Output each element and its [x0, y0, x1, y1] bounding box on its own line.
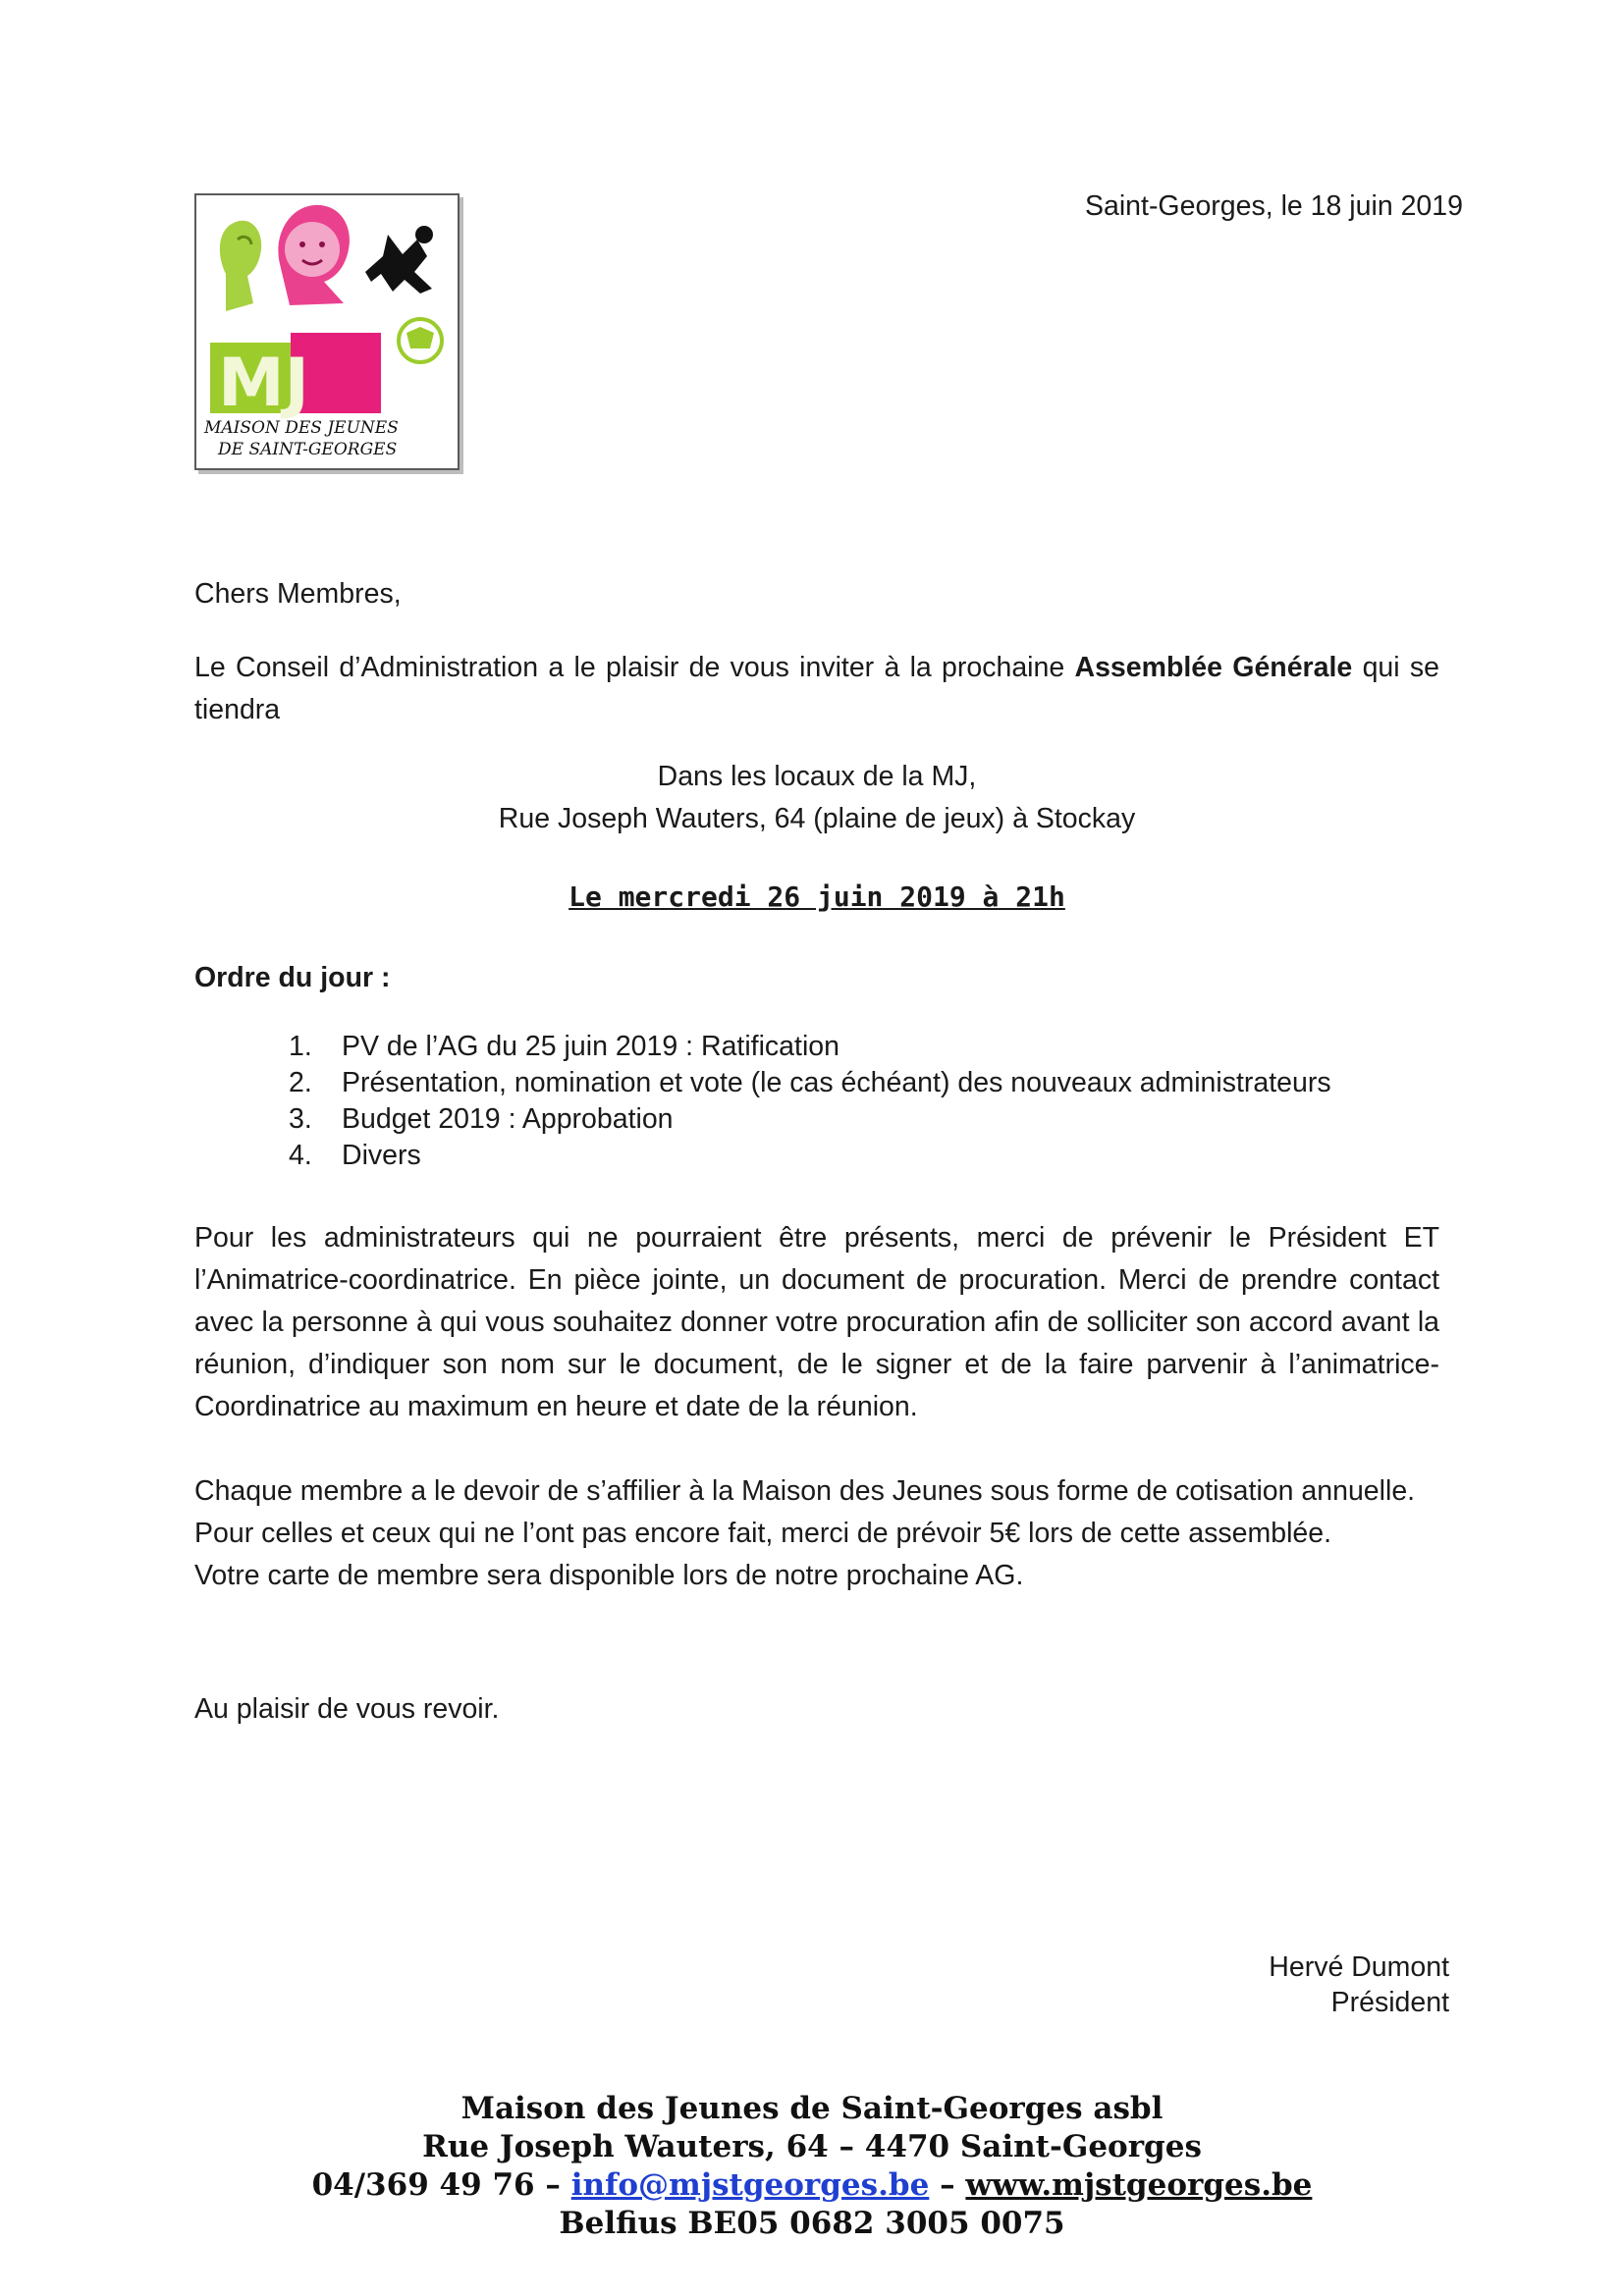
- agenda-item-number: 1.: [289, 1031, 312, 1062]
- logo-graphic: [196, 195, 458, 468]
- agenda-item-text: Divers: [342, 1140, 421, 1171]
- footer-address: Rue Joseph Wauters, 64 – 4470 Saint-Georges: [422, 2129, 1202, 2164]
- letter-date: Saint-Georges, le 18 juin 2019: [1084, 190, 1463, 222]
- logo-caption-line2: DE SAINT-GEORGES: [218, 440, 398, 459]
- letterhead-footer: [0, 2090, 1624, 2243]
- footer-bank-account: Belfius BE05 0682 3005 0075: [559, 2206, 1065, 2241]
- footer-org-name: Maison des Jeunes de Saint-Georges asbl: [460, 2091, 1164, 2126]
- salutation: Chers Membres,: [194, 578, 402, 610]
- footer-separator: –: [929, 2167, 966, 2203]
- footer-contact-line: [0, 2166, 1624, 2205]
- signatory-title: Président: [1330, 1987, 1449, 2018]
- agenda-item: [289, 1029, 1418, 1065]
- agenda-item-number: 3.: [289, 1103, 312, 1135]
- agenda-item-text: PV de l’AG du 25 juin 2019 : Ratification: [342, 1031, 839, 1062]
- signatory-name: Hervé Dumont: [1269, 1951, 1449, 1983]
- agenda-item-number: 4.: [289, 1140, 312, 1171]
- logo-caption-line1: MAISON DES JEUNES: [204, 418, 399, 438]
- footer-phone: 04/369 49 76: [311, 2167, 535, 2203]
- footer-email-link[interactable]: info@mjstgeorges.be: [570, 2167, 930, 2203]
- meeting-location: [194, 756, 1439, 840]
- organization-logo: [194, 193, 460, 470]
- agenda-item-text: Présentation, nomination et vote (le cas échéant) des nouveaux administrateurs: [342, 1067, 1331, 1098]
- intro-bold-assembly: Assemblée Générale: [1074, 652, 1353, 683]
- cotisation-line1: Chaque membre a le devoir de s’affilier à la Maison des Jeunes sous forme de cotisation annuelle.: [194, 1475, 1416, 1507]
- agenda-item-number: 2.: [289, 1067, 312, 1098]
- agenda-list: [289, 1029, 1418, 1174]
- intro-paragraph: [194, 647, 1439, 731]
- agenda-item: [289, 1065, 1418, 1101]
- meeting-date: Le mercredi 26 juin 2019 à 21h: [568, 881, 1065, 913]
- intro-text-part1: Le Conseil d’Administration a le plaisir de vous inviter à la prochaine: [194, 652, 1075, 683]
- location-line1: Dans les locaux de la MJ,: [657, 761, 977, 792]
- agenda-title: Ordre du jour :: [194, 962, 391, 993]
- intro-text-part2: qui se tiendra: [194, 652, 1439, 725]
- location-line2: Rue Joseph Wauters, 64 (plaine de jeux) à Stockay: [498, 803, 1136, 834]
- procuration-paragraph: Pour les administrateurs qui ne pourraient être présents, merci de prévenir le Président ET l’Animatrice-coordinatrice. En pièce jointe, un document de procuration. Merci de prendre contact avec la personne à qui vous souhaitez donner votre procuration afin de solliciter son accord avant la réunion, d’indiquer son nom sur le document, de le signer et de la faire parvenir à l’animatrice-Coordinatrice au maximum en heure et date de la réunion.: [194, 1222, 1439, 1422]
- signature-block: [1269, 1949, 1449, 2020]
- agenda-item: [289, 1101, 1418, 1138]
- footer-website-link[interactable]: www.mjstgeorges.be: [965, 2167, 1313, 2203]
- footer-separator: –: [534, 2167, 571, 2203]
- closing-line: Au plaisir de vous revoir.: [194, 1693, 500, 1725]
- cotisation-line2: Pour celles et ceux qui ne l’ont pas encore fait, merci de prévoir 5€ lors de cette assemblée.: [194, 1518, 1332, 1549]
- agenda-item: [289, 1138, 1418, 1174]
- cotisation-paragraph: [194, 1470, 1439, 1597]
- agenda-item-text: Budget 2019 : Approbation: [342, 1103, 674, 1135]
- logo-letters: MJ: [218, 345, 309, 422]
- cotisation-line3: Votre carte de membre sera disponible lors de notre prochaine AG.: [194, 1560, 1024, 1591]
